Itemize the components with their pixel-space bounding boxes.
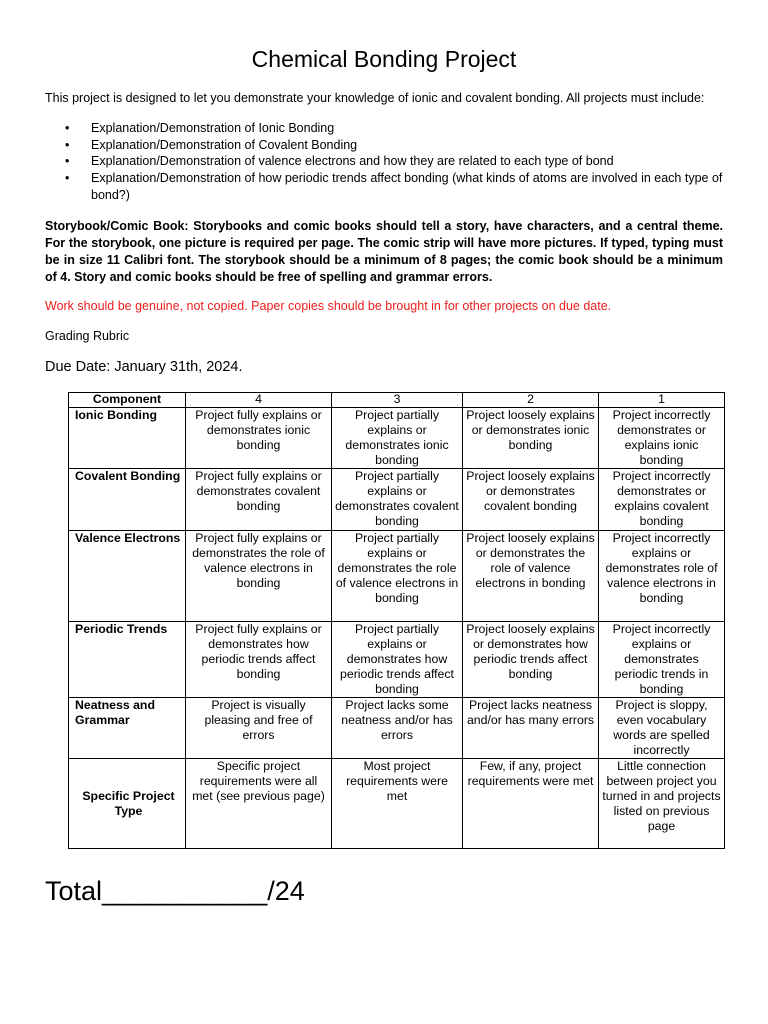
table-cell: Project partially explains or demonstrates the role of valence electrons in bonding [332,531,463,622]
table-cell: Project partially explains or demonstrates ionic bonding [332,408,463,469]
table-cell: Project loosely explains or demonstrates ionic bonding [463,408,599,469]
total-score-line: Total___________/24 [45,876,305,906]
table-cell: Project loosely explains or demonstrates how periodic trends affect bonding [463,622,599,698]
page-title: Chemical Bonding Project [251,46,517,72]
row-label: Valence Electrons [69,531,186,622]
table-cell: Project fully explains or demonstrates how periodic trends affect bonding [186,622,332,698]
row-label: Ionic Bonding [69,408,186,469]
table-cell: Project incorrectly demonstrates or explains covalent bonding [599,469,725,531]
warning-note: Work should be genuine, not copied. Paper copies should be brought in for other projects on due date. [45,299,612,313]
row-label: Covalent Bonding [69,469,186,531]
row-label: Specific Project Type [69,759,186,849]
intro-paragraph: This project is designed to let you demonstrate your knowledge of ionic and covalent bonding. All projects must include: [45,91,705,105]
table-row [69,408,725,469]
header-score-2: 2 [463,393,599,408]
grading-rubric-label: Grading Rubric [45,329,130,343]
table-row [69,622,725,698]
table-cell: Project fully explains or demonstrates ionic bonding [186,408,332,469]
header-score-3: 3 [332,393,463,408]
list-item: • Explanation/Demonstration of how periodic trends affect bonding (what kinds of atoms are involved in each type of bond?) [45,170,725,203]
table-cell: Project partially explains or demonstrates covalent bonding [332,469,463,531]
table-cell: Specific project requirements were all met (see previous page) [186,759,332,849]
table-cell: Little connection between project you turned in and projects listed on previous page [599,759,725,849]
due-date: Due Date: January 31th, 2024. [45,359,243,375]
table-cell: Project incorrectly explains or demonstrates periodic trends in bonding [599,622,725,698]
list-item: • Explanation/Demonstration of valence electrons and how they are related to each type of bond [45,153,725,170]
table-cell: Project incorrectly explains or demonstrates role of valence electrons in bonding [599,531,725,622]
row-label: Periodic Trends [69,622,186,698]
row-label: Neatness and Grammar [69,698,186,759]
table-cell: Few, if any, project requirements were met [463,759,599,849]
table-cell: Project is visually pleasing and free of errors [186,698,332,759]
table-cell: Project loosely explains or demonstrates covalent bonding [463,469,599,531]
table-cell: Project partially explains or demonstrates how periodic trends affect bonding [332,622,463,698]
list-item: • Explanation/Demonstration of Ionic Bonding [45,120,725,137]
header-score-4: 4 [186,393,332,408]
table-cell: Project incorrectly demonstrates or explains ionic bonding [599,408,725,469]
table-cell: Project fully explains or demonstrates covalent bonding [186,469,332,531]
table-cell: Most project requirements were met [332,759,463,849]
table-header-row [69,393,725,408]
table-row [69,759,725,849]
table-cell: Project fully explains or demonstrates the role of valence electrons in bonding [186,531,332,622]
table-row [69,469,725,531]
header-score-1: 1 [599,393,725,408]
table-cell: Project is sloppy, even vocabulary words are spelled incorrectly [599,698,725,759]
table-row [69,698,725,759]
table-row [69,531,725,622]
header-component: Component [69,393,186,408]
table-cell: Project loosely explains or demonstrates the role of valence electrons in bonding [463,531,599,622]
storybook-paragraph: Storybook/Comic Book: Storybooks and comic books should tell a story, have characters, and a central theme. For the storybook, one picture is required per page. The comic strip will have more pictures. If typed, typing must be in size 11 Calibri font. The storybook should be a minimum of 8 pages; the comic book should be a minimum of 4. Story and comic books should be free of spelling and grammar errors. [45,219,723,284]
table-cell: Project lacks neatness and/or has many errors [463,698,599,759]
list-item: • Explanation/Demonstration of Covalent Bonding [45,137,725,154]
requirements-list [45,120,725,204]
rubric-table [68,392,725,849]
table-cell: Project lacks some neatness and/or has errors [332,698,463,759]
